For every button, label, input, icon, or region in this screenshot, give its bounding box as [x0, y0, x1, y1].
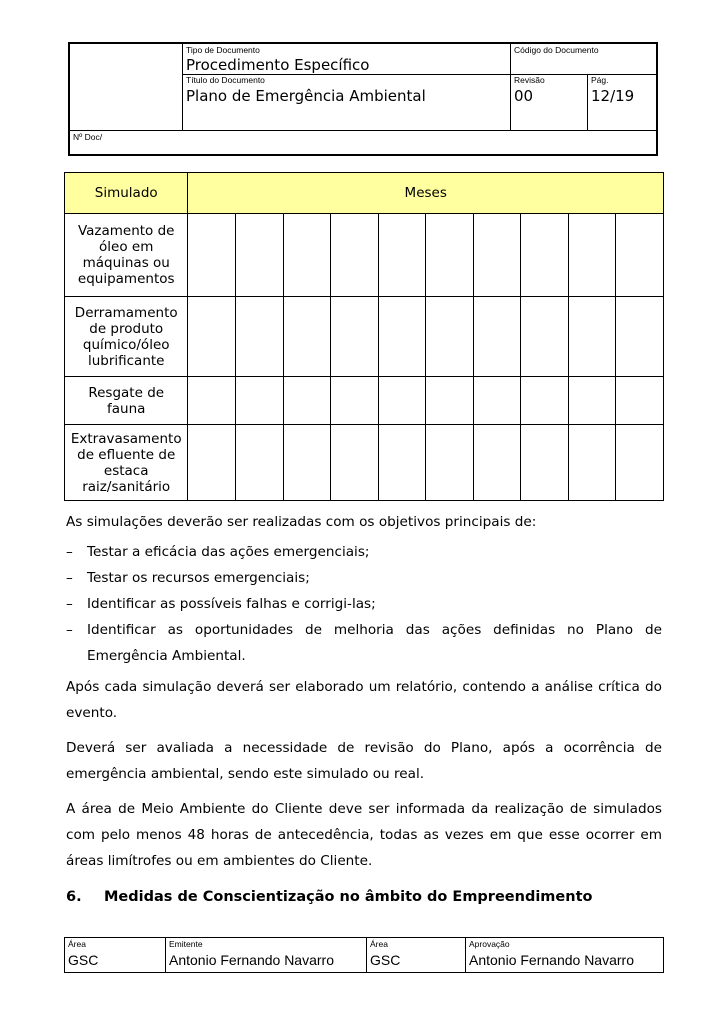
intro-text: As simulações deverão ser realizadas com os objetivos principais de: — [66, 514, 537, 530]
table-header-row — [65, 173, 664, 214]
list-item: – Identificar as oportunidades de melhoria das ações definidas no Plano de Emergência Ambiental. — [66, 622, 662, 664]
document-header — [68, 42, 658, 156]
titulo-label: Título do Documento — [186, 75, 265, 85]
section-number: 6. — [66, 889, 82, 905]
row-label: Derramamento de produto químico/óleo lubrificante — [65, 297, 188, 377]
divider — [70, 130, 656, 131]
row-label: Vazamento de óleo em máquinas ou equipamentos — [65, 214, 188, 297]
footer-aprovacao-cell: Aprovação Antonio Fernando Navarro — [469, 939, 634, 968]
table-row — [65, 425, 664, 501]
footer-emitente-cell: Emitente Antonio Fernando Navarro — [166, 938, 367, 972]
section-title: Medidas de Conscientização no âmbito do Empreendimento — [104, 889, 593, 905]
document-footer — [64, 937, 664, 973]
revisao-label: Revisão — [514, 75, 545, 85]
pag-value: 12/19 — [591, 87, 635, 105]
table-row — [65, 377, 664, 425]
col-simulado: Simulado — [65, 173, 188, 214]
table-row — [65, 214, 664, 297]
row-label: Extravasamento de efluente de estaca raiz/sanitário — [65, 425, 188, 501]
list-item: – Testar a eficácia das ações emergenciais; — [66, 544, 370, 560]
paragraph: A área de Meio Ambiente do Cliente deve ser informada da realização de simulados com pelo menos 48 horas de antecedência, todas as vezes em que esse ocorrer em áreas limítrofes ou em ambientes do Cliente. — [66, 801, 662, 869]
codigo-label: Código do Documento — [514, 45, 599, 55]
divider — [510, 44, 511, 130]
revisao-value: 00 — [514, 87, 534, 105]
divider — [587, 74, 588, 130]
footer-area2-cell: Área GSC — [367, 938, 466, 972]
pag-label: Pág. — [591, 75, 609, 85]
simulation-table — [64, 172, 664, 501]
ndoc-label: Nº Doc/ — [73, 132, 103, 142]
table-row — [65, 297, 664, 377]
footer-area-cell: Área GSC — [65, 938, 166, 972]
divider — [182, 44, 183, 130]
row-label: Resgate de fauna — [65, 377, 188, 425]
tipo-value: Procedimento Específico — [186, 56, 370, 74]
titulo-value: Plano de Emergência Ambiental — [186, 87, 426, 105]
tipo-label: Tipo de Documento — [186, 45, 260, 55]
list-item: – Testar os recursos emergenciais; — [66, 570, 310, 586]
paragraph: Após cada simulação deverá ser elaborado um relatório, contendo a análise crítica do evento. — [66, 679, 662, 721]
col-meses: Meses — [188, 173, 664, 214]
paragraph: Deverá ser avaliada a necessidade de revisão do Plano, após a ocorrência de emergência ambiental, sendo este simulado ou real. — [66, 740, 662, 782]
list-item: – Identificar as possíveis falhas e corrigi-las; — [66, 596, 376, 612]
